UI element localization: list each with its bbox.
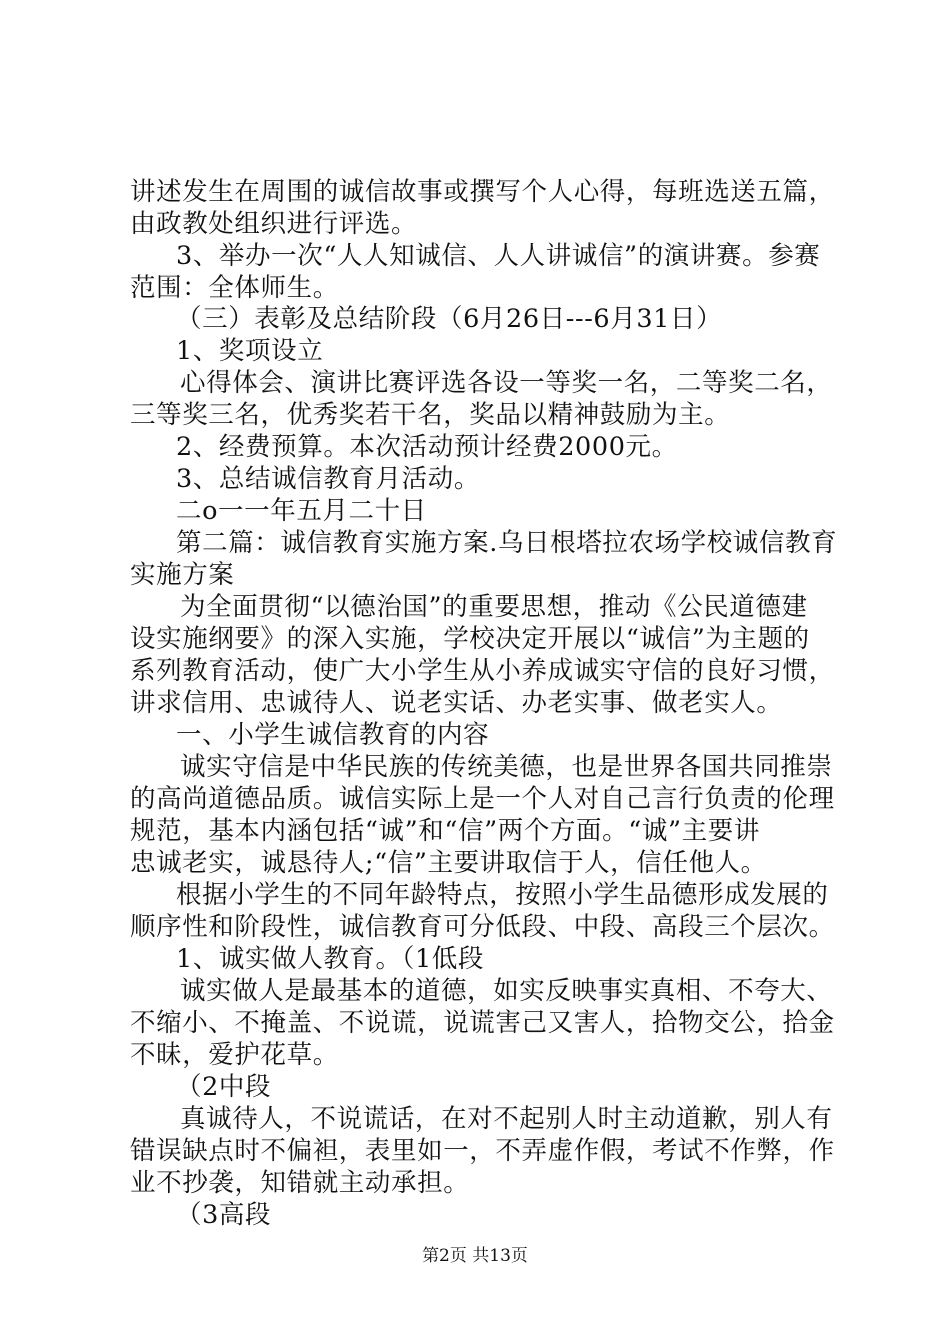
text-line: 的高尚道德品质。诚信实际上是一个人对自己言行负责的伦理 — [130, 784, 835, 814]
text-line: 为全面贯彻“以德治国”的重要思想，推动《公民道德建 — [180, 592, 808, 622]
chapter-title: 第二篇：诚信教育实施方案.乌日根塔拉农场学校诚信教育 — [176, 528, 838, 558]
text-line: 真诚待人，不说谎话，在对不起别人时主动道歉，别人有 — [180, 1104, 833, 1134]
text-line: 顺序性和阶段性，诚信教育可分低段、中段、高段三个层次。 — [130, 912, 835, 942]
text-line: 忠诚老实，诚恳待人;“信”主要讲取信于人，信任他人。 — [130, 848, 767, 878]
text-line: （3高段 — [176, 1200, 272, 1230]
chapter-title: 实施方案 — [130, 560, 235, 590]
text-line: 讲求信用、忠诚待人、说老实话、办老实事、做老实人。 — [130, 688, 783, 718]
text-line: 讲述发生在周围的诚信故事或撰写个人心得，每班选送五篇， — [130, 177, 835, 207]
text-line: 1、奖项设立 — [176, 336, 324, 366]
section-heading: 一、小学生诚信教育的内容 — [176, 720, 490, 750]
text-line: 设实施纲要》的深入实施，学校决定开展以“诚信”为主题的 — [130, 624, 810, 654]
text-line: 错误缺点时不偏袒，表里如一，不弄虚作假，考试不作弊，作 — [130, 1136, 835, 1166]
text-line: （2中段 — [176, 1072, 272, 1102]
text-line: 1、诚实做人教育。（1低段 — [176, 944, 484, 974]
text-line: 不昧，爱护花草。 — [130, 1040, 339, 1070]
page-number: 第2页 共13页 — [422, 1246, 528, 1266]
text-line: 不缩小、不掩盖、不说谎，说谎害己又害人，拾物交公，拾金 — [130, 1008, 835, 1038]
text-line: 由政教处组织进行评选。 — [130, 209, 418, 239]
text-line: 2、经费预算。本次活动预计经费2000元。 — [176, 432, 678, 462]
text-line: 3、总结诚信教育月活动。 — [176, 464, 480, 494]
text-line: 3、举办一次“人人知诚信、人人讲诚信”的演讲赛。参赛 — [176, 241, 821, 271]
date-line: 二o一一年五月二十日 — [176, 496, 427, 526]
text-line: 规范，基本内涵包括“诚”和“信”两个方面。“诚”主要讲 — [130, 816, 760, 846]
text-line: 诚实守信是中华民族的传统美德，也是世界各国共同推崇 — [180, 752, 833, 782]
text-line: 根据小学生的不同年龄特点，按照小学生品德形成发展的 — [176, 880, 829, 910]
text-line: 系列教育活动，使广大小学生从小养成诚实守信的良好习惯， — [130, 656, 835, 686]
text-line: 范围：全体师生。 — [130, 273, 339, 303]
section-heading: （三）表彰及总结阶段（6月26日---6月31日） — [176, 304, 723, 334]
text-line: 三等奖三名，优秀奖若干名，奖品以精神鼓励为主。 — [130, 400, 731, 430]
text-line: 心得体会、演讲比赛评选各设一等奖一名，二等奖二名， — [180, 368, 833, 398]
text-line: 诚实做人是最基本的道德，如实反映事实真相、不夸大、 — [180, 976, 833, 1006]
text-line: 业不抄袭，知错就主动承担。 — [130, 1168, 470, 1198]
